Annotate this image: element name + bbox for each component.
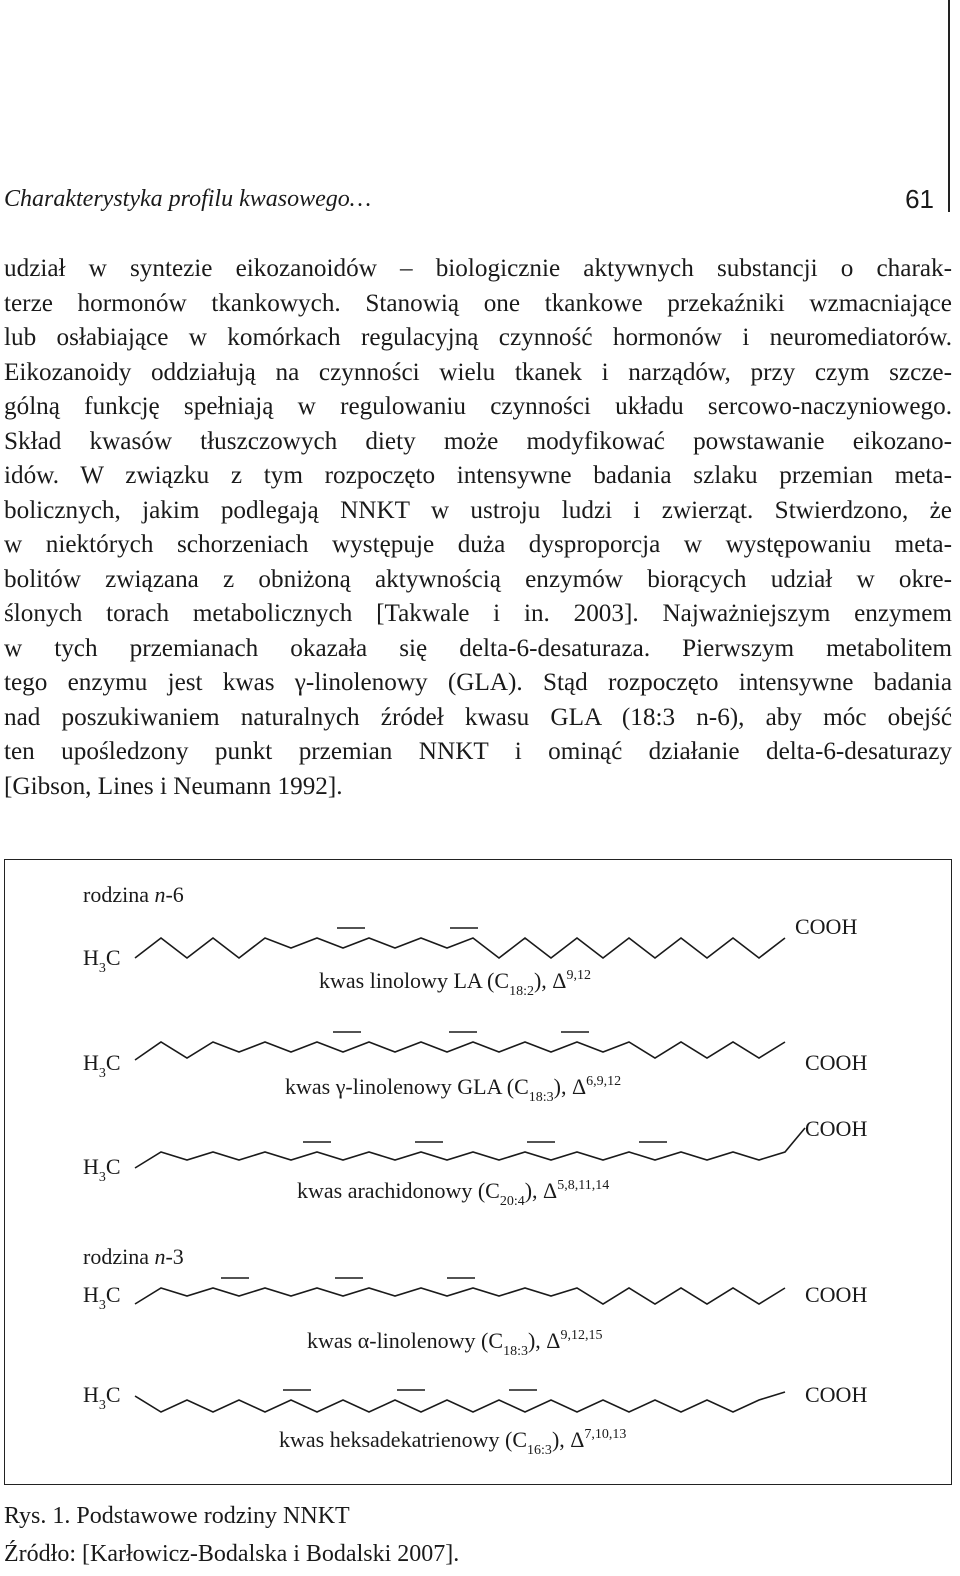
body-paragraph — [4, 252, 952, 804]
carboxyl-group: COOH — [805, 1282, 868, 1307]
carboxyl-group: COOH — [795, 914, 858, 939]
body-line: Eikozanoidy oddziałują na czynności wielu tkanek i narządów, przy czym szcze- — [4, 358, 952, 386]
family-n6-label: rodzina n-6 — [83, 882, 184, 907]
acid-label-hexadecatrienoic: kwas heksadekatrienowy $(C_{16:3})$, Δ$^{7,10,13}$ — [279, 1427, 627, 1458]
body-line: [Gibson, Lines i Neumann 1992]. — [4, 772, 343, 800]
acid-label-linoleic: kwas linolowy LA $(C_{18:2})$, Δ$^{9,12}$ — [319, 968, 591, 999]
body-line: w niektórych schorzeniach występuje duża dysproporcja w występowaniu meta- — [4, 531, 952, 558]
acid-label-arachidonic: kwas arachidonowy $(C_{20:4})$, Δ$^{5,8,11,14}$ — [297, 1178, 610, 1209]
body-line: w tych przemianach okazała się delta-6-desaturaza. Pierwszym metabolitem — [4, 634, 952, 662]
figure-caption: Rys. 1. Podstawowe rodziny NNKT — [4, 1503, 350, 1529]
chain-hexadecatrienoic — [135, 1392, 785, 1412]
methyl-group: $H_3C$ — [83, 945, 121, 976]
acid-label-gamma-linolenic: kwas γ-linolenowy GLA $(C_{18:3})$, Δ$^{6,9,12}$ — [285, 1074, 622, 1105]
body-line: ten upośledzony punkt przemian NNKT i ominąć działanie delta-6-desaturazy — [4, 738, 952, 765]
body-line: Skład kwasów tłuszczowych diety może modyfikować powstawanie eikozano- — [4, 427, 952, 455]
figure-source: Źródło: [Karłowicz-Bodalska i Bodalski 2007]. — [4, 1541, 460, 1567]
body-line: tego enzymu jest kwas γ-linolenowy (GLA). Stąd rozpoczęto intensywne badania — [4, 669, 952, 696]
carboxyl-group: COOH — [805, 1050, 868, 1075]
running-header-title: Charakterystyka profilu kwasowego… — [4, 186, 372, 212]
page-number: 61 — [905, 184, 934, 214]
body-line: nad poszukiwaniem naturalnych źródeł kwasu GLA (18:3 n-6), aby móc obejść — [4, 703, 952, 731]
page-edge-rule — [948, 0, 950, 212]
body-line: idów. W związku z tym rozpoczęto intensywne badania szlaku przemian meta- — [4, 462, 952, 489]
chain-gamma-linolenic — [135, 1042, 785, 1060]
body-line: bolicznych, jakim podlegają NNKT w ustroju ludzi i zwierząt. Stwierdzono, że — [4, 496, 952, 524]
body-line: udział w syntezie eikozanoidów – biologicznie aktywnych substancji o charak- — [4, 255, 952, 282]
methyl-group: $H_3C$ — [83, 1050, 121, 1081]
body-line: ślonych torach metabolicznych [Takwale i in. 2003]. Najważniejszym enzymem — [4, 600, 952, 627]
family-n3-label: rodzina n-3 — [83, 1244, 184, 1269]
figure-frame — [4, 859, 952, 1485]
chain-alpha-linolenic — [135, 1288, 785, 1304]
methyl-group: $H_3C$ — [83, 1382, 121, 1413]
body-line: lub osłabiające w komórkach regulacyjną czynność hormonów i neuromediatorów. — [4, 324, 952, 351]
body-line: bolitów związana z obniżoną aktywnością enzymów biorących udział w okre- — [4, 565, 952, 593]
chain-linoleic — [135, 938, 785, 958]
body-line: gólną funkcję spełniają w regulowaniu czynności układu sercowo-naczyniowego. — [4, 393, 952, 420]
acid-label-alpha-linolenic: kwas α-linolenowy $(C_{18:3})$, Δ$^{9,12,15}$ — [307, 1328, 603, 1359]
fatty-acid-diagram — [5, 860, 951, 1483]
chain-arachidonic — [135, 1128, 805, 1168]
carboxyl-group: COOH — [805, 1382, 868, 1407]
carboxyl-group: COOH — [805, 1116, 868, 1141]
body-line: terze hormonów tkankowych. Stanowią one tkankowe przekaźniki wzmacniające — [4, 289, 952, 317]
methyl-group: $H_3C$ — [83, 1154, 121, 1185]
methyl-group: $H_3C$ — [83, 1282, 121, 1313]
